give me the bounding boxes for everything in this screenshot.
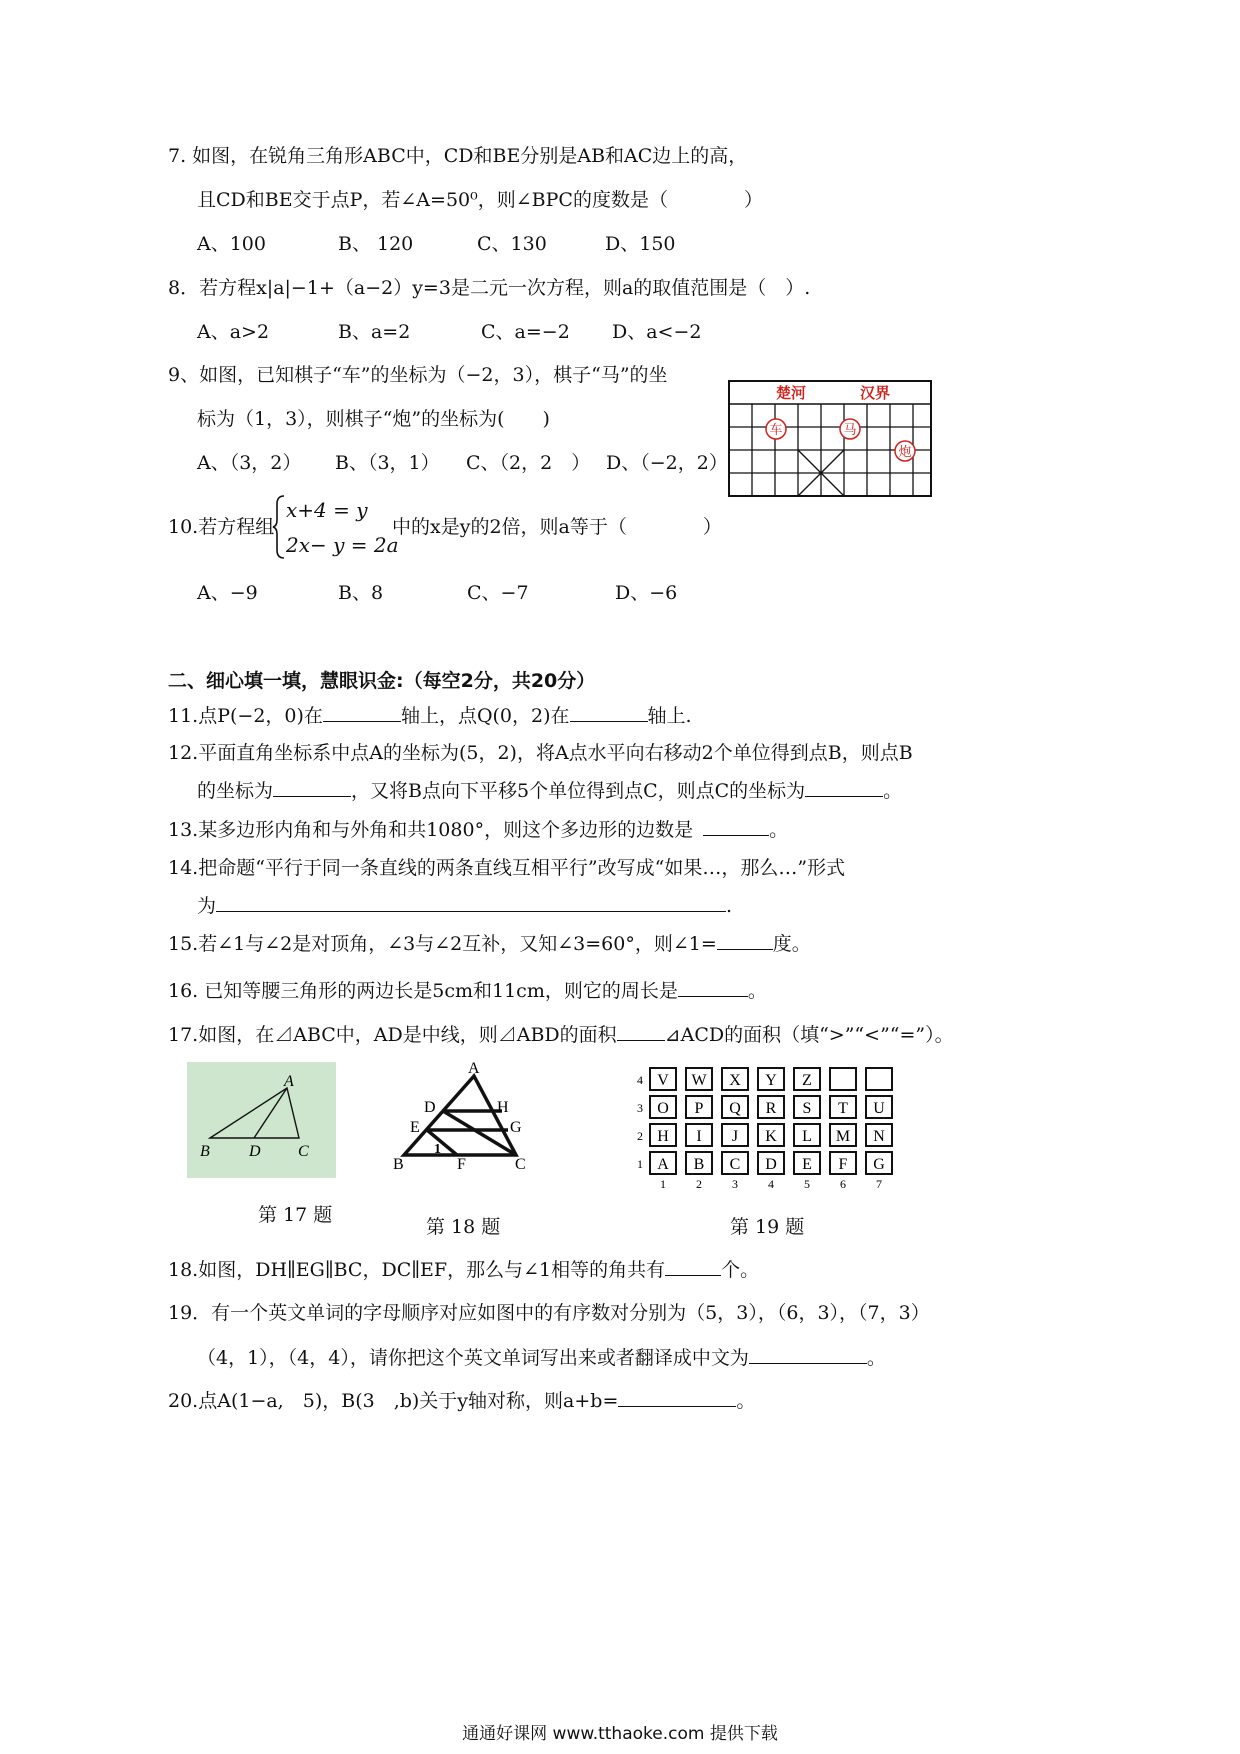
- q15: [168, 931, 811, 957]
- fig19-y-label: 1: [637, 1157, 643, 1171]
- fig18-label-c: C: [515, 1156, 526, 1173]
- fig19-cell-letter: T: [838, 1100, 848, 1117]
- q10-option-a: A、−9: [197, 582, 258, 604]
- q20-end: 。: [736, 1390, 756, 1412]
- fig19-y-label: 2: [637, 1129, 643, 1143]
- fig19-cell-letter: B: [693, 1156, 705, 1173]
- fig18-label-f: F: [457, 1156, 466, 1173]
- q9-line1: 9、如图，已知棋子“车”的坐标为（−2，3），棋子“马”的坐: [168, 364, 668, 386]
- fig17-label-b: B: [200, 1143, 210, 1160]
- fig19-cell-letter: L: [802, 1128, 812, 1145]
- q10-prefix: 10.若方程组: [168, 516, 275, 538]
- q9-option-d: D、（−2，2）: [606, 452, 728, 474]
- q14-text: 为: [197, 895, 217, 917]
- q8-options: [0, 319, 800, 345]
- q11-text-b: 轴上，点Q(0，2)在: [400, 705, 570, 727]
- fig19-cell-letter: Y: [765, 1072, 777, 1089]
- q17-text-a: 17.如图，在⊿ABC中，AD是中线，则⊿ABD的面积: [168, 1024, 617, 1046]
- q9-line2: 标为（1，3），则棋子“炮”的坐标为( ): [197, 408, 550, 430]
- q10-suffix: 中的x是y的2倍，则a等于（ ）: [392, 516, 722, 538]
- fig18-label-b: B: [393, 1156, 404, 1173]
- fig19-x-label: 3: [732, 1177, 738, 1191]
- q12-text-c: 。: [883, 780, 903, 802]
- fig19-cell-letter: Z: [802, 1072, 812, 1089]
- q9-option-b: B、（3，1）: [335, 452, 440, 474]
- q16-text: 16. 已知等腰三角形的两边长是5cm和11cm，则它的周长是: [168, 980, 678, 1002]
- q10-brace: [272, 494, 286, 560]
- fig19-cell-letter: O: [657, 1100, 669, 1117]
- q7-option-c: C、130: [477, 233, 547, 255]
- fig19-y-label: 3: [637, 1101, 643, 1115]
- fig19-cell-box: [830, 1068, 856, 1090]
- fig19-cell-letter: X: [729, 1072, 741, 1089]
- fig19-cell-letter: E: [802, 1156, 812, 1173]
- piece-ma: [840, 419, 860, 439]
- svg-text:马: 马: [843, 422, 857, 437]
- q16-blank[interactable]: [678, 978, 748, 997]
- q9-option-c: C、（2，2 ）: [466, 452, 591, 474]
- q17: [168, 1022, 954, 1048]
- q13-text: 13.某多边形内角和与外角和共1080°，则这个多边形的边数是: [168, 819, 694, 841]
- fig18-label-d: D: [424, 1099, 436, 1116]
- q20-text: 20.点A(1−a, 5)，B(3 ,b)关于y轴对称，则a+b=: [168, 1390, 619, 1412]
- fig19-cell-letter: C: [729, 1156, 741, 1173]
- q12-blank-1[interactable]: [273, 778, 351, 797]
- q10-option-c: C、−7: [467, 582, 529, 604]
- board-label-hanjie: 汉界: [860, 386, 891, 402]
- q14-end: .: [726, 895, 733, 917]
- fig19-x-label: 5: [804, 1177, 810, 1191]
- fig19-cell-letter: R: [765, 1100, 777, 1117]
- q7-option-b: B、 120: [338, 233, 414, 255]
- fig19-cell-letter: U: [873, 1100, 885, 1117]
- fig19-cell-letter: V: [657, 1072, 669, 1089]
- fig18-label-a: A: [468, 1060, 480, 1077]
- q11-text-a: 11.点P(−2，0)在: [168, 705, 323, 727]
- fig19-cell-letter: G: [873, 1156, 885, 1173]
- fig19-y-label: 4: [637, 1073, 643, 1087]
- fig19-cell-letter: N: [873, 1128, 885, 1145]
- fig19-cell-letter: W: [691, 1072, 707, 1089]
- svg-text:炮: 炮: [898, 444, 912, 459]
- fig19-x-label: 7: [876, 1177, 882, 1191]
- fig19-cell-letter: D: [765, 1156, 777, 1173]
- q8-option-b: B、a=2: [338, 321, 411, 343]
- q8-option-c: C、a=−2: [481, 321, 570, 343]
- q11: [168, 703, 692, 729]
- q11-text-c: 轴上.: [647, 705, 692, 727]
- fig19-cell-letter: A: [657, 1156, 669, 1173]
- fig19-x-label: 6: [840, 1177, 846, 1191]
- board-label-chuhe: 楚河: [776, 386, 807, 402]
- q18-text: 18.如图，DH∥EG∥BC，DC∥EF，那么与∠1相等的角共有: [168, 1259, 666, 1281]
- svg-text:车: 车: [769, 422, 783, 437]
- q12-line2: [197, 778, 902, 804]
- section-2-heading: 二、细心填一填，慧眼识金:（每空2分，共20分）: [168, 670, 596, 692]
- fig19-cell-letter: H: [657, 1128, 669, 1145]
- q20-blank[interactable]: [618, 1388, 736, 1407]
- fig19-cell-letter: F: [838, 1156, 848, 1173]
- q11-blank-2[interactable]: [570, 703, 648, 722]
- q16-end: 。: [747, 980, 767, 1002]
- fig18-angle-1: 1: [434, 1142, 441, 1157]
- q9-options: [0, 450, 730, 476]
- q18-end: 个。: [721, 1259, 760, 1281]
- q7-line2: 且CD和BE交于点P，若∠A=50⁰，则∠BPC的度数是（ ）: [197, 189, 763, 211]
- figure-18: [390, 1058, 535, 1176]
- q7-option-a: A、100: [197, 233, 266, 255]
- fig19-x-label: 4: [768, 1177, 774, 1191]
- fig19-cell-letter: M: [835, 1128, 851, 1145]
- fig19-x-label: 1: [660, 1177, 666, 1191]
- q7-line1: 7. 如图，在锐角三角形ABC中，CD和BE分别是AB和AC边上的高，: [168, 145, 748, 167]
- q19-end: 。: [866, 1347, 886, 1369]
- fig19-cell-letter: Q: [729, 1100, 741, 1117]
- q15-text: 15.若∠1与∠2是对顶角，∠3与∠2互补，又知∠3=60°，则∠1=: [168, 933, 717, 955]
- fig19-cell-letter: P: [694, 1100, 704, 1117]
- q15-blank[interactable]: [717, 931, 773, 950]
- fig19-cell-letter: I: [696, 1128, 702, 1145]
- q12-text-b: ，又将B点向下平移5个单位得到点C，则点C的坐标为: [351, 780, 806, 802]
- piece-pao: [895, 441, 915, 461]
- q17-text-b: ⊿ACD的面积（填“>”“<”“=”）。: [664, 1024, 954, 1046]
- fig18-label-e: E: [410, 1119, 420, 1136]
- fig17-label-a: A: [284, 1073, 294, 1090]
- figure-18-caption: 第 18 题: [426, 1216, 501, 1238]
- q14-line1: 14.把命题“平行于同一条直线的两条直线互相平行”改写成“如果…，那么…”形式: [168, 857, 846, 879]
- q10-equation-1: x+4 = y: [286, 498, 368, 522]
- q19-line2: [197, 1345, 886, 1371]
- fig19-x-label: 2: [696, 1177, 702, 1191]
- page-footer: 通通好课网 www.tthaoke.com 提供下载: [462, 1724, 778, 1744]
- piece-che: [766, 419, 786, 439]
- fig17-label-d: D: [249, 1143, 261, 1160]
- q19-line1: 19．有一个英文单词的字母顺序对应如图中的有序数对分别为（5，3），（6，3），（7，3）: [168, 1302, 930, 1324]
- q7-option-d: D、150: [605, 233, 676, 255]
- chess-board-figure: [728, 380, 932, 498]
- q10-options: [0, 580, 800, 606]
- figure-17-background: [187, 1062, 336, 1178]
- q10-equation-2: 2x− y = 2a: [286, 533, 399, 557]
- q14-line2: [197, 893, 732, 919]
- fig19-cell-box: [866, 1068, 892, 1090]
- figure-17: [187, 1062, 336, 1178]
- figure-19-caption: 第 19 题: [730, 1216, 805, 1238]
- q8-option-d: D、a<−2: [612, 321, 702, 343]
- q16: [168, 978, 767, 1004]
- q8-option-a: A、a>2: [197, 321, 270, 343]
- q14-blank[interactable]: [216, 893, 726, 912]
- fig18-label-h: H: [497, 1099, 509, 1116]
- fig19-cell-letter: J: [731, 1128, 739, 1145]
- q13-end: 。: [769, 819, 789, 841]
- fig19-cell-letter: S: [802, 1100, 812, 1117]
- q18-blank[interactable]: [665, 1257, 721, 1276]
- q18: [168, 1257, 759, 1283]
- q12-blank-2[interactable]: [805, 778, 883, 797]
- q11-blank-1[interactable]: [323, 703, 401, 722]
- q12-line1: 12.平面直角坐标系中点A的坐标为(5，2)，将A点水平向右移动2个单位得到点B，则点B: [168, 742, 913, 764]
- q10-option-d: D、−6: [615, 582, 678, 604]
- q17-blank[interactable]: [617, 1022, 665, 1041]
- q15-end: 度。: [772, 933, 811, 955]
- q19-text: （4，1），（4，4），请你把这个英文单词写出来或者翻译成中文为: [197, 1347, 749, 1369]
- fig17-label-c: C: [298, 1143, 309, 1160]
- q13: [168, 817, 788, 843]
- q12-text-a: 的坐标为: [197, 780, 274, 802]
- figure-17-caption: 第 17 题: [258, 1204, 333, 1226]
- q13-blank[interactable]: [703, 817, 769, 836]
- figure-19-letter-grid: [634, 1066, 898, 1194]
- q7-options: [0, 231, 800, 257]
- q9-option-a: A、（3，2）: [197, 452, 302, 474]
- q19-blank[interactable]: [749, 1345, 867, 1364]
- q20: [168, 1388, 755, 1414]
- fig18-label-g: G: [510, 1119, 522, 1136]
- fig19-cell-letter: K: [765, 1128, 777, 1145]
- q10-option-b: B、8: [338, 582, 384, 604]
- q8-line1: 8．若方程x|a|−1+（a−2）y=3是二元一次方程，则a的取值范围是（ ）.: [168, 277, 811, 299]
